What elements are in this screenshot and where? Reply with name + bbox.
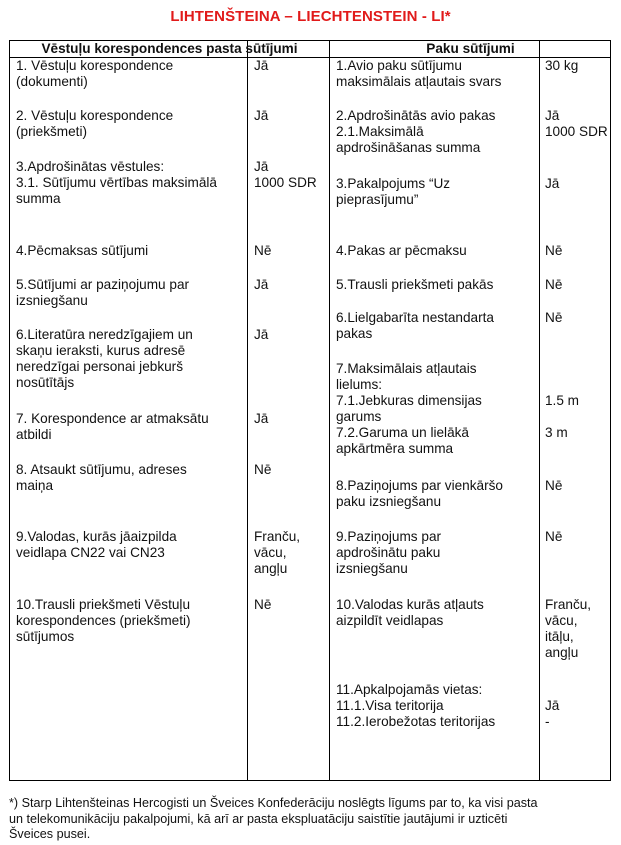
right-row-value: Franču, vācu, itāļu, angļu — [545, 597, 592, 660]
right-row-value: Nē — [545, 277, 563, 292]
left-row-label: 6.Literatūra neredzīgajiem un skaņu ieraksti, kurus adresē neredzīgai personai jebkurš nosūtītājs — [16, 327, 193, 390]
left-row-label: 3.Apdrošinātas vēstules: 3.1. Sūtījumu vērtības maksimālā summa — [16, 159, 217, 206]
left-row-label: 9.Valodas, kurās jāaizpilda veidlapa CN22 vai CN23 — [16, 529, 177, 560]
page-title: LIHTENŠTEINA – LIECHTENSTEIN - LI* — [170, 8, 451, 25]
right-row-value: Jā 1000 SDR — [545, 108, 608, 139]
left-row-value: Nē — [254, 462, 272, 477]
right-row-value: Nē — [545, 310, 563, 325]
right-row-label: 7.Maksimālais atļautais lielums: 7.1.Jebkuras dimensijas garums 7.2.Garuma un lielākā apkārtmēra summa — [336, 361, 482, 456]
left-row-label: 4.Pēcmaksas sūtījumi — [16, 243, 149, 258]
right-row-label: 10.Valodas kurās atļauts aizpildīt veidlapas — [336, 597, 484, 628]
right-row-value: Nē — [545, 243, 563, 258]
footnote: *) Starp Lihtenšteinas Hercogisti un Šveices Konfederāciju noslēgts līgums par to, ka visi pasta un telekomunikāciju pakalpojumi, kā arī ar pasta ekspluatāciju saistītie jautājumi ir uzticēti Šveices pusei. — [9, 796, 538, 841]
left-row-label: 8. Atsaukt sūtījumu, adreses maiņa — [16, 462, 187, 493]
right-row-value: Nē — [545, 529, 563, 544]
left-row-label: 1. Vēstuļu korespondence (dokumenti) — [16, 58, 174, 89]
left-row-value: Nē — [254, 597, 272, 612]
right-row-value: Jā - — [545, 698, 560, 729]
left-row-value: Franču, vācu, angļu — [254, 529, 301, 576]
right-row-value: 1.5 m 3 m — [545, 393, 579, 440]
right-row-label: 11.Apkalpojamās vietas: 11.1.Visa teritorija 11.2.Ierobežotas teritorijas — [336, 682, 496, 729]
services-table — [9, 40, 611, 781]
header-right: Paku sūtījumi — [426, 41, 515, 56]
right-row-value: Nē — [545, 478, 563, 493]
left-row-value: Jā — [254, 108, 269, 123]
right-row-label: 3.Pakalpojums “Uz pieprasījumu” — [336, 176, 451, 207]
right-row-value: Jā — [545, 176, 560, 191]
left-row-label: 5.Sūtījumi ar paziņojumu par izsniegšanu — [16, 277, 190, 308]
left-row-label: 10.Trausli priekšmeti Vēstuļu korespondences (priekšmeti) sūtījumos — [16, 597, 191, 644]
right-row-label: 6.Lielgabarīta nestandarta pakas — [336, 310, 494, 341]
left-row-value: Nē — [254, 243, 272, 258]
left-row-value: Jā 1000 SDR — [254, 159, 317, 190]
column-divider — [539, 41, 540, 780]
right-row-label: 8.Paziņojums par vienkāršo paku izsniegšanu — [336, 478, 503, 509]
center-divider — [329, 41, 330, 780]
right-row-label: 5.Trausli priekšmeti pakās — [336, 277, 494, 292]
left-row-label: 7. Korespondence ar atmaksātu atbildi — [16, 411, 209, 442]
left-row-value: Jā — [254, 411, 269, 426]
left-row-value: Jā — [254, 277, 269, 292]
right-row-label: 9.Paziņojums par apdrošinātu paku izsniegšanu — [336, 529, 442, 576]
right-row-label: 1.Avio paku sūtījumu maksimālais atļautais svars — [336, 58, 502, 89]
right-row-value: 30 kg — [545, 58, 579, 73]
right-row-label: 4.Pakas ar pēcmaksu — [336, 243, 467, 258]
right-row-label: 2.Apdrošinātās avio pakas 2.1.Maksimālā apdrošināšanas summa — [336, 108, 496, 155]
left-row-value: Jā — [254, 327, 269, 342]
header-left: Vēstuļu korespondences pasta sūtījumi — [41, 41, 298, 56]
left-row-label: 2. Vēstuļu korespondence (priekšmeti) — [16, 108, 174, 139]
left-row-value: Jā — [254, 58, 269, 73]
